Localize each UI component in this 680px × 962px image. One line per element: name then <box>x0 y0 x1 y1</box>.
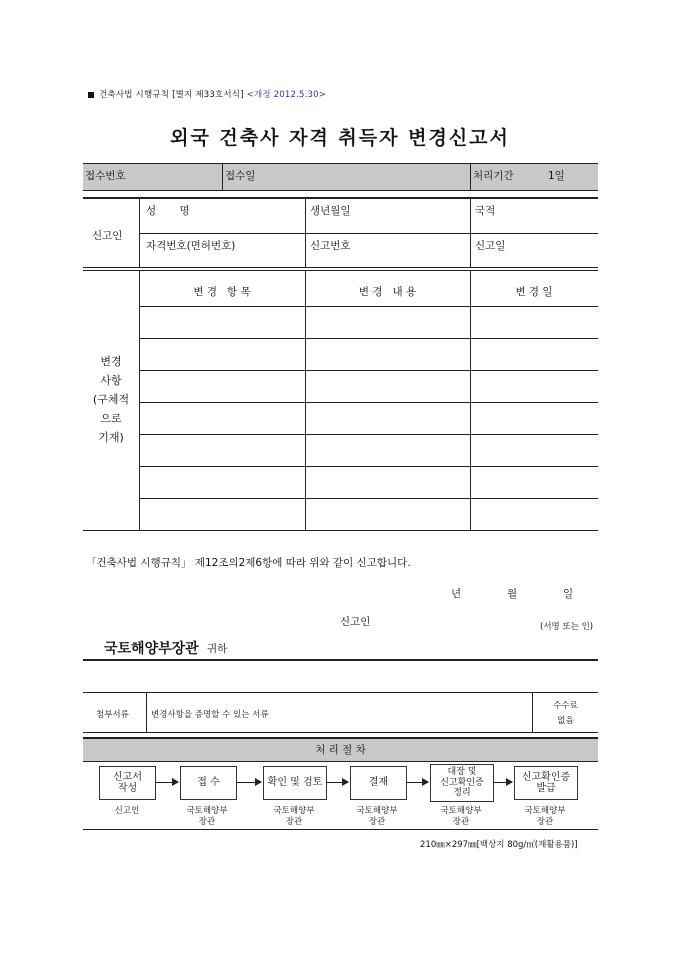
column-change-content: 변 경 내 용 <box>358 286 417 298</box>
attachment-content: 변경사항을 증명할 수 있는 서류 <box>151 710 269 720</box>
procedure-title: 처 리 절 차 <box>315 744 366 756</box>
step-label: 대장 및 신고확인증 정리 <box>440 767 484 799</box>
step-actor: 국토해양부 장관 <box>356 806 398 827</box>
bullet-icon <box>88 92 94 98</box>
changes-side-label <box>83 352 139 447</box>
step-actor: 국토해양부 장관 <box>440 806 482 827</box>
step-label: 접 수 <box>197 777 220 789</box>
arrow-right-icon <box>155 782 178 783</box>
arrow-right-icon <box>493 782 512 783</box>
fee-value: 없음 <box>557 716 574 726</box>
receipt-row <box>83 164 598 190</box>
revision-note: <개정 2012.5.30> <box>246 90 327 100</box>
report-number-label: 신고번호 <box>310 240 351 252</box>
step-issue-certificate <box>514 766 578 800</box>
paper-spec: 210㎜×297㎜[백상지 80g/㎡(재활용품)] <box>420 840 578 850</box>
receipt-date-label: 접수일 <box>225 170 256 182</box>
arrow-right-icon <box>236 782 261 783</box>
signature-note: (서명 또는 인) <box>540 622 594 632</box>
date-day: 일 <box>563 588 574 600</box>
arrow-right-icon <box>326 782 348 783</box>
side-label-line: 변경 <box>100 355 122 368</box>
license-number-label: 자격번호(면허번호) <box>146 240 236 252</box>
processing-period-label: 처리기간 <box>473 170 514 182</box>
arrow-right-icon <box>406 782 428 783</box>
fee-label: 수수료 <box>553 701 578 711</box>
form-title: 외국 건축사 자격 취득자 변경신고서 <box>170 127 510 149</box>
form-header-text: 건축사법 시행규칙 [별지 제33호서식] <box>99 90 244 100</box>
processing-period-value: 1일 <box>548 170 565 182</box>
step-label: 결재 <box>368 777 389 789</box>
step-label: 확인 및 검토 <box>267 777 323 789</box>
step-label: 신고서 작성 <box>113 771 142 794</box>
side-label-line: 기재) <box>98 431 124 444</box>
step-actor: 국토해양부 장관 <box>524 806 566 827</box>
side-label-line: 으로 <box>100 412 122 425</box>
signature-label: 신고인 <box>340 616 371 628</box>
receipt-number-label: 접수번호 <box>85 170 126 182</box>
date-month: 월 <box>507 588 518 600</box>
nationality-label: 국적 <box>475 205 496 217</box>
name-label: 성 명 <box>146 205 190 217</box>
report-date-label: 신고일 <box>475 240 506 252</box>
column-change-date: 변 경 일 <box>515 286 553 298</box>
step-register <box>430 764 494 802</box>
step-actor: 국토해양부 장관 <box>273 806 315 827</box>
step-receive <box>180 766 237 800</box>
side-label-line: 사항 <box>100 374 122 387</box>
column-change-item: 변 경 항 목 <box>193 286 251 298</box>
declaration-statement: 「건축사법 시행규칙」 제12조의2제6항에 따라 위와 같이 신고합니다. <box>86 557 411 569</box>
step-label: 신고확인증 발급 <box>521 771 571 794</box>
step-actor: 신고인 <box>114 806 140 816</box>
side-label-line: (구체적 <box>92 393 130 406</box>
date-year: 년 <box>451 588 462 600</box>
addressee-name: 국토해양부장관 <box>104 641 199 657</box>
attachment-label: 첨부서류 <box>96 710 129 720</box>
step-approval <box>350 766 407 800</box>
step-write-report <box>99 766 156 800</box>
step-actor: 국토해양부 장관 <box>186 806 228 827</box>
birth-date-label: 생년월일 <box>310 205 351 217</box>
addressee-suffix: 귀하 <box>207 643 228 655</box>
declarant-label: 신고인 <box>92 230 123 242</box>
step-review <box>263 766 327 800</box>
form-header <box>88 88 326 100</box>
